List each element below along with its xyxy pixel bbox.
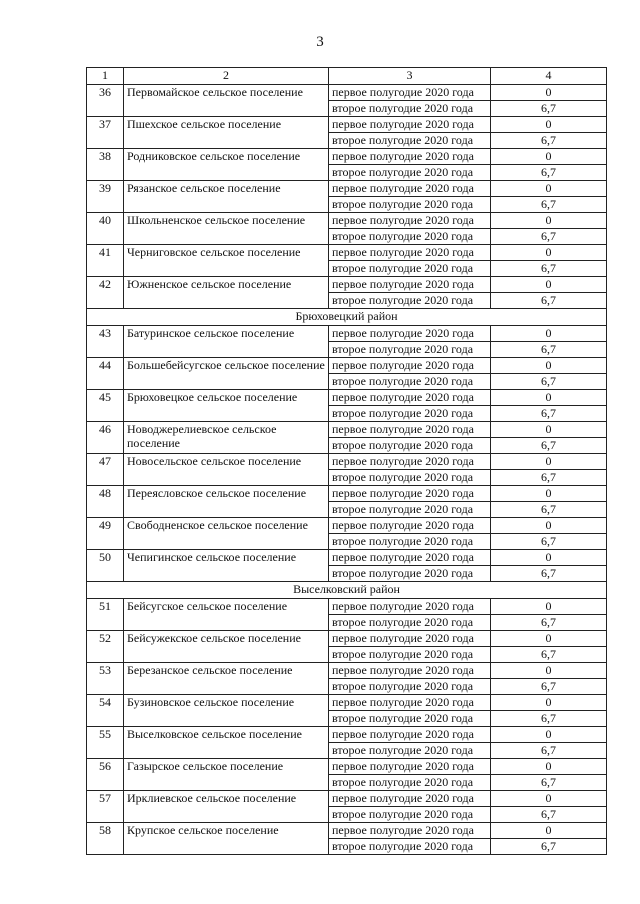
table-row [87, 326, 607, 342]
period-cell: первое полугодие 2020 года [329, 245, 491, 261]
period-cell: первое полугодие 2020 года [329, 791, 491, 807]
table-row [87, 85, 607, 101]
row-number: 58 [87, 823, 124, 855]
period-cell: первое полугодие 2020 года [329, 85, 491, 101]
row-number: 45 [87, 390, 124, 422]
value-cell: 0 [491, 599, 607, 615]
period-cell: первое полугодие 2020 года [329, 599, 491, 615]
value-cell: 6,7 [491, 502, 607, 518]
settlement-name: Родниковское сельское поселение [124, 149, 329, 181]
period-cell: первое полугодие 2020 года [329, 213, 491, 229]
table-row [87, 422, 607, 438]
row-number: 51 [87, 599, 124, 631]
table-row [87, 550, 607, 566]
value-cell: 6,7 [491, 647, 607, 663]
settlement-name: Переясловское сельское поселение [124, 486, 329, 518]
period-cell: второе полугодие 2020 года [329, 566, 491, 582]
period-cell: первое полугодие 2020 года [329, 631, 491, 647]
period-cell: первое полугодие 2020 года [329, 326, 491, 342]
value-cell: 6,7 [491, 807, 607, 823]
settlement-name: Новоджерелиевское сельское поселение [124, 422, 329, 454]
period-cell: второе полугодие 2020 года [329, 374, 491, 390]
settlement-name: Пшехское сельское поселение [124, 117, 329, 149]
table-row [87, 518, 607, 534]
table-row [87, 149, 607, 165]
period-cell: второе полугодие 2020 года [329, 679, 491, 695]
table-row [87, 277, 607, 293]
value-cell: 0 [491, 486, 607, 502]
settlement-name: Бузиновское сельское поселение [124, 695, 329, 727]
district-row [87, 582, 607, 599]
period-cell: первое полугодие 2020 года [329, 550, 491, 566]
value-cell: 6,7 [491, 374, 607, 390]
period-cell: первое полугодие 2020 года [329, 454, 491, 470]
period-cell: первое полугодие 2020 года [329, 117, 491, 133]
table-row [87, 631, 607, 647]
period-cell: второе полугодие 2020 года [329, 197, 491, 213]
table-row [87, 599, 607, 615]
table-row [87, 454, 607, 470]
period-cell: второе полугодие 2020 года [329, 101, 491, 117]
period-cell: второе полугодие 2020 года [329, 775, 491, 791]
value-cell: 6,7 [491, 293, 607, 309]
header-cell-1: 1 [87, 68, 124, 85]
value-cell: 0 [491, 358, 607, 374]
row-number: 50 [87, 550, 124, 582]
row-number: 36 [87, 85, 124, 117]
period-cell: второе полугодие 2020 года [329, 261, 491, 277]
table-row [87, 759, 607, 775]
period-cell: первое полугодие 2020 года [329, 823, 491, 839]
period-cell: первое полугодие 2020 года [329, 518, 491, 534]
period-cell: второе полугодие 2020 года [329, 534, 491, 550]
period-cell: второе полугодие 2020 года [329, 711, 491, 727]
row-number: 47 [87, 454, 124, 486]
value-cell: 0 [491, 791, 607, 807]
value-cell: 6,7 [491, 679, 607, 695]
settlement-name: Новосельское сельское поселение [124, 454, 329, 486]
district-name: Брюховецкий район [87, 309, 607, 326]
period-cell: второе полугодие 2020 года [329, 438, 491, 454]
period-cell: первое полугодие 2020 года [329, 277, 491, 293]
value-cell: 6,7 [491, 470, 607, 486]
value-cell: 0 [491, 550, 607, 566]
value-cell: 0 [491, 181, 607, 197]
period-cell: второе полугодие 2020 года [329, 406, 491, 422]
settlement-name: Большебейсугское сельское поселение [124, 358, 329, 390]
period-cell: второе полугодие 2020 года [329, 839, 491, 855]
value-cell: 0 [491, 759, 607, 775]
settlement-name: Газырское сельское поселение [124, 759, 329, 791]
value-cell: 0 [491, 663, 607, 679]
settlement-name: Выселковское сельское поселение [124, 727, 329, 759]
row-number: 55 [87, 727, 124, 759]
table-row [87, 358, 607, 374]
row-number: 37 [87, 117, 124, 149]
settlement-name: Первомайское сельское поселение [124, 85, 329, 117]
value-cell: 0 [491, 117, 607, 133]
value-cell: 6,7 [491, 711, 607, 727]
period-cell: первое полугодие 2020 года [329, 390, 491, 406]
value-cell: 0 [491, 245, 607, 261]
row-number: 53 [87, 663, 124, 695]
header-row [87, 68, 607, 85]
period-cell: второе полугодие 2020 года [329, 807, 491, 823]
period-cell: второе полугодие 2020 года [329, 615, 491, 631]
value-cell: 6,7 [491, 839, 607, 855]
period-cell: второе полугодие 2020 года [329, 133, 491, 149]
settlement-name: Южненское сельское поселение [124, 277, 329, 309]
value-cell: 0 [491, 390, 607, 406]
row-number: 46 [87, 422, 124, 454]
table-row [87, 791, 607, 807]
settlement-name: Бейсужекское сельское поселение [124, 631, 329, 663]
period-cell: первое полугодие 2020 года [329, 422, 491, 438]
table-row [87, 245, 607, 261]
value-cell: 0 [491, 85, 607, 101]
value-cell: 6,7 [491, 229, 607, 245]
value-cell: 6,7 [491, 101, 607, 117]
period-cell: второе полугодие 2020 года [329, 229, 491, 245]
value-cell: 6,7 [491, 534, 607, 550]
table-row [87, 823, 607, 839]
table-row [87, 663, 607, 679]
table-body [87, 68, 607, 855]
settlement-name: Батуринское сельское поселение [124, 326, 329, 358]
settlement-name: Бейсугское сельское поселение [124, 599, 329, 631]
table-row [87, 213, 607, 229]
settlement-name: Крупское сельское поселение [124, 823, 329, 855]
table-row [87, 117, 607, 133]
value-cell: 6,7 [491, 743, 607, 759]
period-cell: второе полугодие 2020 года [329, 470, 491, 486]
row-number: 57 [87, 791, 124, 823]
value-cell: 6,7 [491, 197, 607, 213]
period-cell: второе полугодие 2020 года [329, 743, 491, 759]
row-number: 56 [87, 759, 124, 791]
value-cell: 0 [491, 454, 607, 470]
table-row [87, 390, 607, 406]
table-row [87, 181, 607, 197]
settlement-name: Березанское сельское поселение [124, 663, 329, 695]
settlement-name: Школьненское сельское поселение [124, 213, 329, 245]
row-number: 43 [87, 326, 124, 358]
district-row [87, 309, 607, 326]
period-cell: второе полугодие 2020 года [329, 342, 491, 358]
header-cell-2: 2 [124, 68, 329, 85]
period-cell: второе полугодие 2020 года [329, 165, 491, 181]
settlement-name: Брюховецкое сельское поселение [124, 390, 329, 422]
period-cell: первое полугодие 2020 года [329, 358, 491, 374]
value-cell: 0 [491, 422, 607, 438]
period-cell: первое полугодие 2020 года [329, 149, 491, 165]
settlements-table [86, 67, 607, 855]
row-number: 40 [87, 213, 124, 245]
value-cell: 6,7 [491, 342, 607, 358]
row-number: 38 [87, 149, 124, 181]
table-row [87, 727, 607, 743]
settlement-name: Черниговское сельское поселение [124, 245, 329, 277]
period-cell: первое полугодие 2020 года [329, 727, 491, 743]
row-number: 41 [87, 245, 124, 277]
header-cell-3: 3 [329, 68, 491, 85]
row-number: 49 [87, 518, 124, 550]
value-cell: 0 [491, 213, 607, 229]
value-cell: 6,7 [491, 775, 607, 791]
row-number: 48 [87, 486, 124, 518]
table-row [87, 486, 607, 502]
period-cell: первое полугодие 2020 года [329, 181, 491, 197]
value-cell: 6,7 [491, 566, 607, 582]
value-cell: 0 [491, 823, 607, 839]
value-cell: 0 [491, 149, 607, 165]
value-cell: 0 [491, 326, 607, 342]
value-cell: 0 [491, 727, 607, 743]
settlement-name: Рязанское сельское поселение [124, 181, 329, 213]
header-cell-4: 4 [491, 68, 607, 85]
period-cell: второе полугодие 2020 года [329, 647, 491, 663]
value-cell: 0 [491, 518, 607, 534]
period-cell: первое полугодие 2020 года [329, 695, 491, 711]
value-cell: 6,7 [491, 165, 607, 181]
value-cell: 6,7 [491, 438, 607, 454]
value-cell: 0 [491, 695, 607, 711]
value-cell: 6,7 [491, 615, 607, 631]
district-name: Выселковский район [87, 582, 607, 599]
period-cell: второе полугодие 2020 года [329, 502, 491, 518]
page-number: 3 [316, 34, 324, 50]
row-number: 39 [87, 181, 124, 213]
value-cell: 0 [491, 631, 607, 647]
value-cell: 6,7 [491, 406, 607, 422]
row-number: 52 [87, 631, 124, 663]
settlement-name: Ирклиевское сельское поселение [124, 791, 329, 823]
row-number: 44 [87, 358, 124, 390]
value-cell: 6,7 [491, 261, 607, 277]
table-row [87, 695, 607, 711]
settlement-name: Чепигинское сельское поселение [124, 550, 329, 582]
period-cell: первое полугодие 2020 года [329, 759, 491, 775]
value-cell: 0 [491, 277, 607, 293]
settlement-name: Свободненское сельское поселение [124, 518, 329, 550]
row-number: 54 [87, 695, 124, 727]
value-cell: 6,7 [491, 133, 607, 149]
row-number: 42 [87, 277, 124, 309]
period-cell: первое полугодие 2020 года [329, 663, 491, 679]
period-cell: второе полугодие 2020 года [329, 293, 491, 309]
period-cell: первое полугодие 2020 года [329, 486, 491, 502]
